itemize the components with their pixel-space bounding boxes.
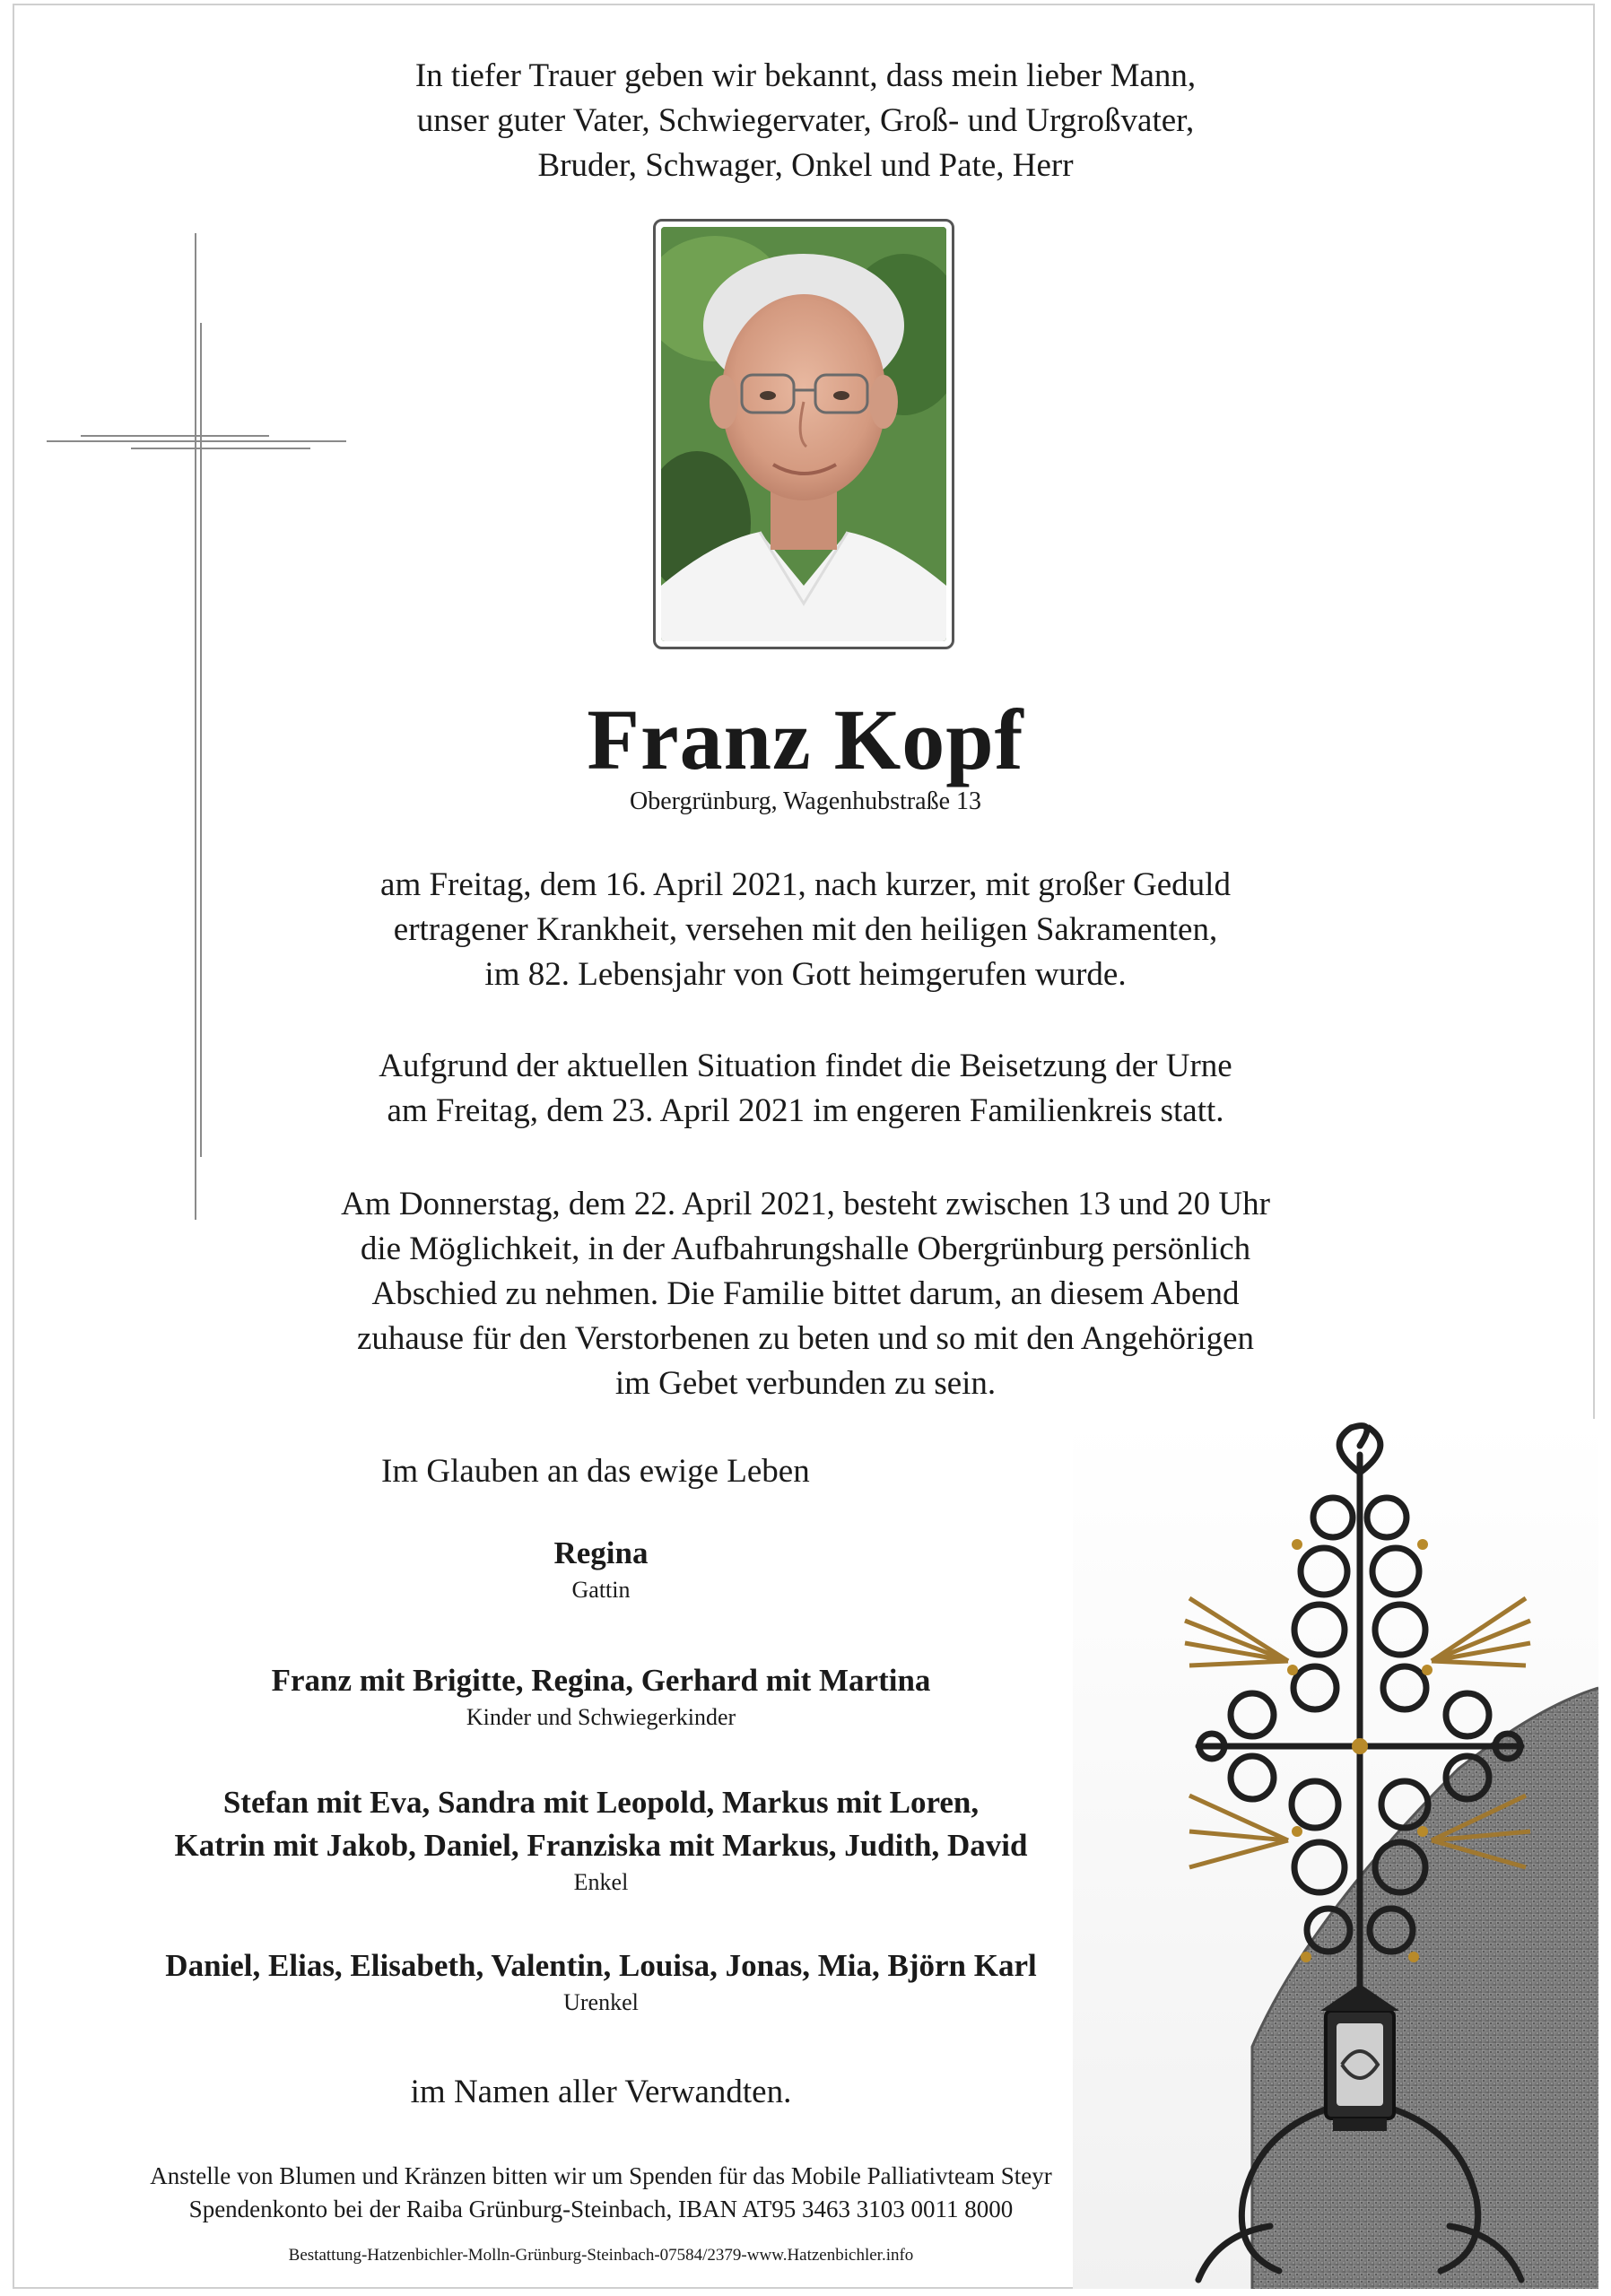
donation-note [0,2160,1202,2226]
grave-cross-image [1073,1419,1598,2289]
mourner-group-great-grandchildren [0,1944,1202,2018]
paragraph-line: die Möglichkeit, in der Aufbahrungshalle Obergrünburg persönlich [360,1231,1251,1267]
mourner-group-spouse [0,1532,1202,1605]
mourner-role: Urenkel [563,1989,639,2015]
paragraph-line: zuhause für den Verstorbenen zu beten und so mit den Angehörigen [356,1320,1255,1357]
donation-line: Spendenkonto bei der Raiba Grünburg-Steinbach, IBAN AT95 3463 3103 0011 8000 [188,2196,1014,2222]
portrait-illustration [661,227,946,641]
burial-paragraph [0,1044,1611,1134]
undertaker-footer: Bestattung-Hatzenbichler-Molln-Grünburg-Steinbach-07584/2379-www.Hatzenbichler.info [288,2246,914,2265]
paragraph-line: Am Donnerstag, dem 22. April 2021, besteht zwischen 13 und 20 Uhr [341,1186,1270,1222]
faith-line: Im Glauben an das ewige Leben [381,1453,810,1490]
mourner-role: Kinder und Schwiegerkinder [466,1704,736,1730]
lantern-icon [1320,1984,1399,2131]
mourner-names: Regina [553,1535,649,1570]
intro-text [0,54,1611,188]
paragraph-line: ertragener Krankheit, versehen mit den heiligen Sakramenten, [393,911,1218,948]
mourner-names: Katrin mit Jakob, Daniel, Franziska mit Markus, Judith, David [174,1828,1028,1863]
paragraph-line: Aufgrund der aktuellen Situation findet die Beisetzung der Urne [379,1048,1232,1084]
paragraph-line: im Gebet verbunden zu sein. [614,1365,997,1402]
paragraph-line: Abschied zu nehmen. Die Familie bittet darum, an diesem Abend [371,1275,1240,1312]
intro-line: In tiefer Trauer geben wir bekannt, dass mein lieber Mann, [414,57,1197,94]
mourner-role: Gattin [571,1577,631,1603]
intro-line: unser guter Vater, Schwiegervater, Groß- und Urgroßvater, [416,102,1195,139]
paragraph-line: am Freitag, dem 16. April 2021, nach kurzer, mit großer Geduld [380,866,1231,903]
farewell-paragraph [0,1182,1611,1406]
mourner-group-children [0,1659,1202,1733]
mourner-names: Daniel, Elias, Elisabeth, Valentin, Louisa, Jonas, Mia, Björn Karl [165,1948,1037,1983]
paragraph-line: am Freitag, dem 23. April 2021 im engeren Familienkreis statt. [387,1092,1224,1129]
closing-line: im Namen aller Verwandten. [410,2074,792,2110]
donation-line: Anstelle von Blumen und Kränzen bitten wir um Spenden für das Mobile Palliativteam Steyr [150,2162,1052,2189]
deceased-address: Obergrünburg, Wagenhubstraße 13 [630,787,981,815]
intro-line: Bruder, Schwager, Onkel und Pate, Herr [537,147,1074,184]
mourner-role: Enkel [573,1869,629,1895]
paragraph-line: im 82. Lebensjahr von Gott heimgerufen wurde. [484,956,1127,993]
portrait-photo [653,219,954,649]
mourner-names: Franz mit Brigitte, Regina, Gerhard mit Martina [271,1663,931,1698]
deceased-name: Franz Kopf [587,691,1024,787]
portrait-image [661,227,946,641]
mourner-names: Stefan mit Eva, Sandra mit Leopold, Markus mit Loren, [222,1785,980,1820]
mourner-group-grandchildren [0,1781,1202,1898]
death-notice-paragraph [0,863,1611,997]
